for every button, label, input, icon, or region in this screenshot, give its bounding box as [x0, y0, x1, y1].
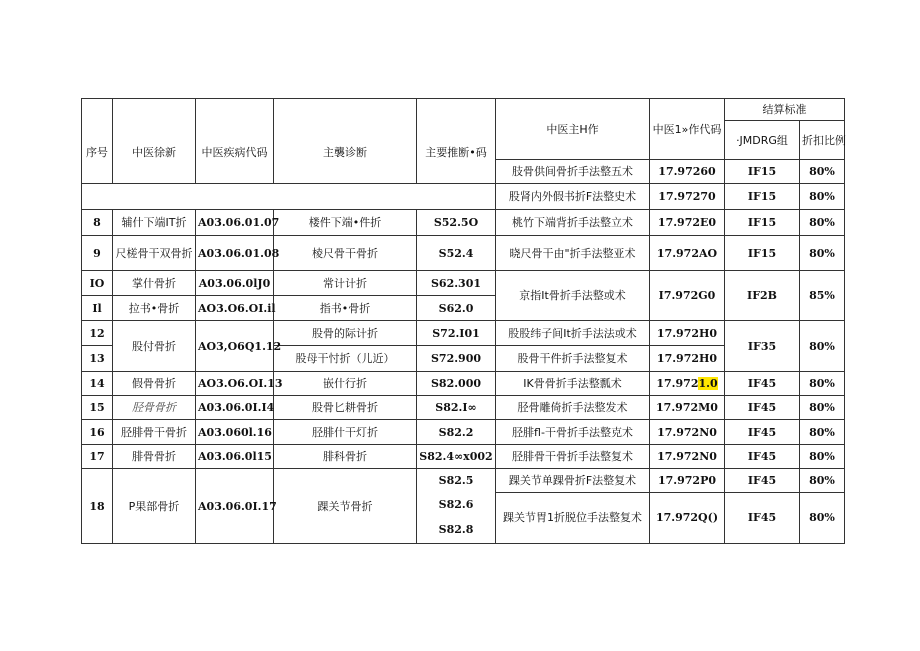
- disease-cell: P果部骨折: [113, 469, 196, 544]
- header-disease-code: 中医疾病代码: [196, 99, 274, 184]
- diagnosis-code-cell: S52.4: [417, 235, 496, 271]
- disease-code-cell: AO3.O6.OI.13: [196, 372, 274, 395]
- diagnosis-cell: 腓科骨折: [274, 444, 417, 468]
- header-main-diagnosis: 主襲诊断: [274, 99, 417, 184]
- drg-cell: IF45: [725, 420, 800, 444]
- diagnosis-code-cell: S72.I01: [417, 321, 496, 345]
- diagnosis-cell: 楼件下端•件折: [274, 210, 417, 236]
- disease-cell: 尺槎骨干双骨折: [113, 235, 196, 271]
- ratio-cell: 80%: [800, 492, 845, 543]
- seq-cell: 18: [82, 469, 113, 544]
- header-treatment: 中医主H作: [496, 99, 650, 160]
- diagnosis-cell: 踝关节骨折: [274, 469, 417, 544]
- header-seq: 序号: [82, 99, 113, 184]
- seq-cell: 12: [82, 321, 113, 345]
- drg-cell: IF15: [725, 160, 800, 183]
- treatment-cell: 踝关节单踝骨折F法整复术: [496, 469, 650, 492]
- header-disease: 中医徐新: [113, 99, 196, 184]
- disease-code-cell: A03.06.0I.17: [196, 469, 274, 544]
- ratio-cell: 80%: [800, 444, 845, 468]
- disease-code-cell: A03.06.0l15: [196, 444, 274, 468]
- seq-cell: 16: [82, 420, 113, 444]
- diagnosis-code-cell: S82.000: [417, 372, 496, 395]
- diagnosis-cell: 指书•骨折: [274, 295, 417, 321]
- diagnosis-cell: 股母干忖折（儿近）: [274, 345, 417, 372]
- diagnosis-code-cell: S82.5: [417, 469, 496, 492]
- seq-cell: 15: [82, 395, 113, 419]
- treatment-code-prefix: 17.972: [656, 377, 699, 391]
- disease-cell: 辅什下端IT折: [113, 210, 196, 236]
- seq-cell: IO: [82, 271, 113, 295]
- drg-cell: IF15: [725, 210, 800, 236]
- diagnosis-code-cell: S72.900: [417, 345, 496, 372]
- drg-cell: IF45: [725, 444, 800, 468]
- treatment-cell: 踝关节胃1折脱位手法整复术: [496, 492, 650, 543]
- header-settlement: 结算标准: [725, 99, 845, 121]
- diagnosis-code-cell: S82.2: [417, 420, 496, 444]
- highlighted-code-fragment: 1.0: [698, 377, 718, 391]
- treatment-code-cell: 17.972Q(): [650, 492, 725, 543]
- ratio-cell: 80%: [800, 210, 845, 236]
- header-drg-group: ·JMDRG组: [725, 121, 800, 160]
- disease-cell: 掌什骨折: [113, 271, 196, 295]
- drg-cell: IF45: [725, 372, 800, 395]
- ratio-cell: 80%: [800, 372, 845, 395]
- seq-cell: 14: [82, 372, 113, 395]
- settlement-table: [81, 98, 845, 544]
- ratio-cell: 80%: [800, 469, 845, 492]
- ratio-cell: 85%: [800, 271, 845, 321]
- drg-cell: IF45: [725, 469, 800, 492]
- treatment-cell: IK骨骨折手法整瓢术: [496, 372, 650, 395]
- disease-cell: 拉书•骨折: [113, 295, 196, 321]
- treatment-code-cell: 17.972N0: [650, 444, 725, 468]
- seq-cell: 13: [82, 345, 113, 372]
- drg-cell: IF35: [725, 321, 800, 372]
- disease-cell: 股付骨折: [113, 321, 196, 372]
- treatment-code-cell: 17.972P0: [650, 469, 725, 492]
- disease-code-cell: AO3,O6Q1.12: [196, 321, 274, 372]
- treatment-code-cell: 17.972E0: [650, 210, 725, 236]
- disease-cell: 胫腓骨干骨折: [113, 420, 196, 444]
- diagnosis-cell: 棱尺骨干骨折: [274, 235, 417, 271]
- treatment-cell: 胫腓fl-干骨折手法整克术: [496, 420, 650, 444]
- ratio-cell: 80%: [800, 160, 845, 183]
- diagnosis-cell: 胫腓什干灯折: [274, 420, 417, 444]
- seq-cell: 17: [82, 444, 113, 468]
- treatment-cell: 股骨干件折手法整复术: [496, 345, 650, 372]
- drg-cell: IF2B: [725, 271, 800, 321]
- treatment-code-cell: [650, 372, 725, 395]
- treatment-code-cell: 17.97260: [650, 160, 725, 183]
- disease-code-cell: A03.06.01.07: [196, 210, 274, 236]
- treatment-cell: 晓尺骨干由"折手法整亚术: [496, 235, 650, 271]
- disease-cell: 腓骨骨折: [113, 444, 196, 468]
- header-treatment-code: 中医1»作代码: [650, 99, 725, 160]
- disease-code-cell: AO3.O6.OI.il: [196, 295, 274, 321]
- ratio-cell: 80%: [800, 395, 845, 419]
- empty-continuation: [82, 183, 496, 210]
- diagnosis-code-cell: S52.5O: [417, 210, 496, 236]
- diagnosis-cell: 股骨匕耕骨折: [274, 395, 417, 419]
- diagnosis-cell: 嵌什行折: [274, 372, 417, 395]
- header-discount-ratio: 折扣比例: [800, 121, 845, 160]
- header-main-code: 主要推断•码: [417, 99, 496, 184]
- diagnosis-cell: 常计计折: [274, 271, 417, 295]
- drg-cell: IF15: [725, 235, 800, 271]
- treatment-cell: 股肾内外假书折F法整史术: [496, 183, 650, 210]
- treatment-code-cell: 17.972H0: [650, 321, 725, 345]
- treatment-code-cell: 17.972M0: [650, 395, 725, 419]
- ratio-cell: 80%: [800, 420, 845, 444]
- disease-code-cell: A03.06.0lJ0: [196, 271, 274, 295]
- treatment-cell: 肢骨供间骨折手法整五术: [496, 160, 650, 183]
- drg-cell: IF15: [725, 183, 800, 210]
- treatment-cell: 桃竹下端背折手法整立术: [496, 210, 650, 236]
- treatment-code-cell: 17.97270: [650, 183, 725, 210]
- disease-cell: 胫骨骨折: [113, 395, 196, 419]
- diagnosis-code-cell: S82.8: [417, 517, 496, 544]
- ratio-cell: 80%: [800, 235, 845, 271]
- diagnosis-code-cell: S62.0: [417, 295, 496, 321]
- treatment-code-cell: 17.972N0: [650, 420, 725, 444]
- disease-code-cell: A03.06.0I.I4: [196, 395, 274, 419]
- drg-cell: IF45: [725, 395, 800, 419]
- treatment-cell: 股股纬子间It折手法法或术: [496, 321, 650, 345]
- disease-cell: 假骨骨折: [113, 372, 196, 395]
- disease-code-cell: A03.06.01.08: [196, 235, 274, 271]
- seq-cell: 9: [82, 235, 113, 271]
- diagnosis-code-cell: S82.4∞x002: [417, 444, 496, 468]
- diagnosis-code-cell: S82.6: [417, 492, 496, 516]
- diagnosis-cell: 股骨的际计折: [274, 321, 417, 345]
- treatment-code-cell: I7.972G0: [650, 271, 725, 321]
- diagnosis-code-cell: S82.I∞: [417, 395, 496, 419]
- drg-cell: IF45: [725, 492, 800, 543]
- diagnosis-code-cell: S62.301: [417, 271, 496, 295]
- seq-cell: Il: [82, 295, 113, 321]
- ratio-cell: 80%: [800, 183, 845, 210]
- seq-cell: 8: [82, 210, 113, 236]
- disease-code-cell: A03.060l.16: [196, 420, 274, 444]
- treatment-code-cell: 17.972AO: [650, 235, 725, 271]
- treatment-cell: 胫腓骨干骨折手法整复术: [496, 444, 650, 468]
- treatment-cell: 京指It骨折手法整或术: [496, 271, 650, 321]
- treatment-cell: 胫骨雕倚折手法整发术: [496, 395, 650, 419]
- treatment-code-cell: 17.972H0: [650, 345, 725, 372]
- ratio-cell: 80%: [800, 321, 845, 372]
